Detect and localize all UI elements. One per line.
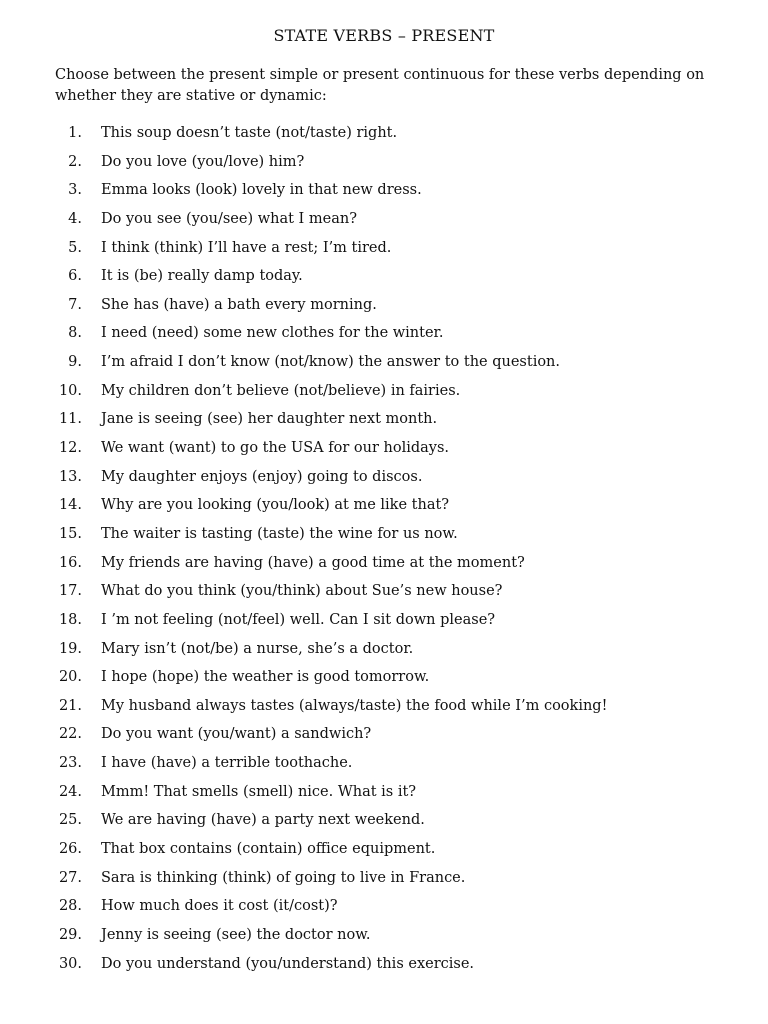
item-text: Jenny is seeing (see) the doctor now.: [101, 926, 371, 943]
list-item: [0, 782, 768, 811]
item-text: She has (have) a bath every morning.: [101, 296, 377, 313]
item-number: 4.: [68, 210, 82, 227]
item-number: 27.: [58, 869, 82, 886]
item-number: 14.: [58, 497, 82, 514]
item-number: 24.: [58, 783, 82, 800]
list-item: [0, 696, 768, 725]
list-item: [0, 123, 768, 152]
item-text: Mary isn’t (not/be) a nurse, she’s a doctor.: [101, 640, 414, 657]
item-number: 12.: [58, 440, 82, 457]
list-item: [0, 152, 768, 181]
item-number: 20.: [58, 669, 82, 686]
item-number: 13.: [58, 468, 82, 485]
list-item: [0, 868, 768, 897]
item-number: 23.: [58, 755, 82, 772]
list-item: [0, 323, 768, 352]
item-text: I hope (hope) the weather is good tomorrow.: [101, 669, 430, 686]
list-item: [0, 753, 768, 782]
list-item: [0, 295, 768, 324]
list-item: [0, 467, 768, 496]
item-text: This soup doesn’t taste (not/taste) right.: [101, 125, 398, 141]
item-number: 9.: [68, 354, 82, 371]
item-number: 5.: [68, 239, 82, 256]
item-number: 1.: [68, 125, 82, 141]
list-item: [0, 810, 768, 839]
item-number: 16.: [58, 554, 82, 571]
item-text: It is (be) really damp today.: [101, 268, 303, 285]
item-number: 10.: [58, 382, 82, 399]
exercise-list: [0, 123, 768, 982]
list-item: [0, 180, 768, 209]
item-text: I think (think) I’ll have a rest; I’m tired.: [101, 239, 392, 256]
item-text: I ’m not feeling (not/feel) well. Can I sit down please?: [101, 611, 496, 628]
item-number: 26.: [58, 841, 82, 858]
item-number: 6.: [68, 268, 82, 285]
list-item: [0, 238, 768, 267]
item-text: Mmm! That smells (smell) nice. What is it?: [101, 783, 417, 800]
item-number: 29.: [58, 926, 82, 943]
list-item: [0, 381, 768, 410]
list-item: [0, 409, 768, 438]
item-text: How much does it cost (it/cost)?: [101, 898, 338, 915]
item-text: We want (want) to go the USA for our holidays.: [101, 440, 450, 457]
item-text: I’m afraid I don’t know (not/know) the answer to the question.: [101, 354, 561, 371]
item-text: We are having (have) a party next weekend.: [101, 812, 425, 829]
item-text: Jane is seeing (see) her daughter next month.: [101, 411, 438, 428]
item-number: 7.: [68, 296, 82, 313]
item-number: 3.: [68, 182, 82, 199]
item-text: What do you think (you/think) about Sue’s new house?: [101, 583, 503, 600]
item-text: Emma looks (look) lovely in that new dress.: [101, 182, 422, 199]
list-item: [0, 266, 768, 295]
list-item: [0, 524, 768, 553]
item-text: Why are you looking (you/look) at me like that?: [101, 497, 450, 514]
item-number: 21.: [58, 697, 82, 714]
list-item: [0, 495, 768, 524]
instructions-text: Choose between the present simple or present continuous for these verbs depending on whether they are stative or dynamic:: [55, 67, 705, 104]
item-number: 18.: [58, 611, 82, 628]
list-item: [0, 581, 768, 610]
item-text: Do you want (you/want) a sandwich?: [101, 726, 372, 743]
item-number: 8.: [68, 325, 82, 342]
item-text: I have (have) a terrible toothache.: [101, 755, 353, 772]
item-text: Sara is thinking (think) of going to live in France.: [101, 869, 466, 886]
item-text: That box contains (contain) office equipment.: [101, 841, 436, 858]
list-item: [0, 724, 768, 753]
item-text: Do you see (you/see) what I mean?: [101, 210, 357, 227]
item-text: Do you understand (you/understand) this exercise.: [101, 955, 475, 972]
item-number: 19.: [58, 640, 82, 657]
item-number: 25.: [58, 812, 82, 829]
item-number: 17.: [58, 583, 82, 600]
item-text: My husband always tastes (always/taste) the food while I’m cooking!: [101, 697, 608, 714]
list-item: [0, 925, 768, 954]
list-item: [0, 639, 768, 668]
item-text: My daughter enjoys (enjoy) going to discos.: [101, 468, 423, 485]
list-item: [0, 954, 768, 983]
item-text: Do you love (you/love) him?: [101, 153, 305, 170]
item-text: My friends are having (have) a good time at the moment?: [101, 554, 525, 571]
item-number: 11.: [58, 411, 82, 428]
item-number: 22.: [58, 726, 82, 743]
item-number: 30.: [58, 955, 82, 972]
item-text: My children don’t believe (not/believe) in fairies.: [101, 382, 461, 399]
list-item: [0, 553, 768, 582]
list-item: [0, 839, 768, 868]
list-item: [0, 209, 768, 238]
item-number: 15.: [58, 525, 82, 542]
page-title: STATE VERBS – PRESENT: [273, 26, 495, 45]
item-text: The waiter is tasting (taste) the wine for us now.: [101, 525, 458, 542]
list-item: [0, 667, 768, 696]
item-number: 28.: [58, 898, 82, 915]
item-text: I need (need) some new clothes for the winter.: [101, 325, 444, 342]
list-item: [0, 896, 768, 925]
list-item: [0, 610, 768, 639]
list-item: [0, 352, 768, 381]
list-item: [0, 438, 768, 467]
item-number: 2.: [68, 153, 82, 170]
